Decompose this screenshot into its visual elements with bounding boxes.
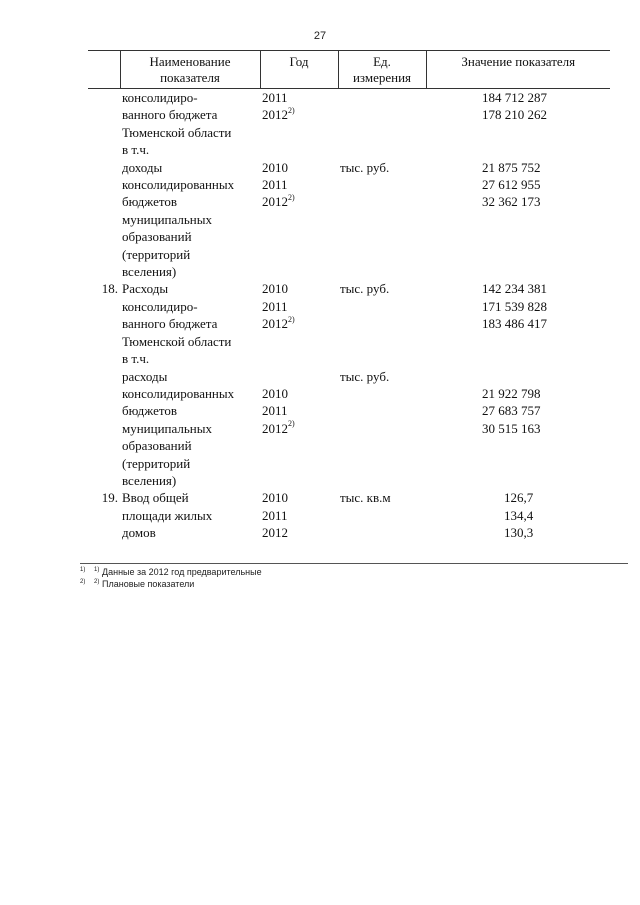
year-cell: [260, 489, 338, 541]
indicator-value: 27 683 757: [482, 403, 541, 419]
indicator-name-line: консолидиро-: [122, 298, 198, 314]
footnote-item: [80, 578, 262, 590]
unit-cell: [338, 89, 426, 159]
year-value: 2012: [262, 194, 288, 210]
footnote-mark: 2): [80, 579, 86, 585]
footnote-rule: [80, 563, 628, 564]
footnotes: [80, 566, 262, 590]
indicator-value: 178 210 262: [482, 107, 547, 123]
indicator-name-line: Тюменской области: [122, 333, 232, 349]
table-row: [88, 368, 610, 490]
year-line: [262, 159, 336, 176]
year-value: 2010: [262, 159, 288, 175]
footnote-ref: 2): [288, 419, 295, 429]
table-row: [88, 159, 610, 281]
year-value: 2010: [262, 490, 288, 506]
footnote-mark: 2): [94, 579, 100, 585]
indicator-name-line: Расходы: [122, 281, 169, 297]
indicator-name-line: консолидиро-: [122, 90, 198, 105]
indicator-name: [120, 159, 260, 281]
footnote-ref: 2): [288, 106, 295, 116]
row-number: [88, 489, 120, 541]
year-cell: [260, 89, 338, 159]
indicator-name-line: бюджетов: [122, 403, 178, 419]
year-line: [262, 106, 336, 123]
year-line: [262, 298, 336, 315]
year-cell: [260, 159, 338, 281]
indicator-value: 30 515 163: [482, 420, 541, 436]
footnote-text: Плановые показатели: [102, 579, 195, 589]
indicator-name-line: бюджетов: [122, 194, 178, 210]
unit-value: тыс. руб.: [340, 368, 390, 384]
year-value: 2011: [262, 90, 288, 105]
indicator-value: 27 612 955: [482, 177, 541, 193]
indicator-name-line: в т.ч.: [122, 142, 150, 158]
indicator-value: 21 922 798: [482, 385, 541, 401]
indicator-name-line: образований: [122, 438, 192, 454]
row-number: [88, 280, 120, 367]
table-header-row: [88, 51, 610, 89]
indicator-name-line: консолидированных: [122, 177, 235, 193]
indicator-value: 184 712 287: [482, 90, 547, 105]
year-value: 2012: [262, 316, 288, 332]
year-value: 2012: [262, 107, 288, 123]
header-unit-line: измерения: [352, 70, 412, 85]
year-cell: [260, 368, 338, 490]
unit-cell: [338, 489, 426, 541]
year-line: [262, 193, 336, 210]
indicator-name-line: муниципальных: [122, 420, 213, 436]
footnote-ref: 2): [288, 314, 295, 324]
year-line: [262, 89, 336, 106]
year-value: 2011: [262, 298, 288, 314]
header-year-label: Год: [289, 54, 309, 69]
indicator-name-line: ванного бюджета: [122, 107, 218, 123]
indicator-name: [120, 489, 260, 541]
year-value: 2011: [262, 507, 288, 523]
year-value: 2012: [262, 420, 288, 436]
value-cell: [426, 368, 610, 490]
year-value: 2011: [262, 177, 288, 193]
table-body: [88, 89, 610, 542]
header-value: [426, 51, 610, 89]
header-name: [120, 51, 260, 89]
year-line: [262, 280, 336, 297]
indicator-name-line: доходы: [122, 159, 163, 175]
indicator-value: 183 486 417: [482, 316, 547, 332]
indicator-name: [120, 280, 260, 367]
table-row: [88, 89, 610, 159]
header-unit-line: Ед.: [373, 54, 391, 69]
indicator-value: 126,7: [504, 490, 534, 506]
year-line: [262, 507, 336, 524]
unit-value: тыс. руб.: [340, 159, 390, 175]
row-number: [88, 159, 120, 281]
year-cell: [260, 280, 338, 367]
value-cell: [426, 159, 610, 281]
year-value: 2011: [262, 403, 288, 419]
indicator-name-line: муниципальных: [122, 211, 213, 227]
row-number-text: 18.: [101, 281, 118, 297]
indicator-name-line: (территорий: [122, 246, 191, 262]
row-number: [88, 89, 120, 159]
value-cell: [426, 280, 610, 367]
indicator-name-line: вселения): [122, 472, 177, 488]
year-line: [262, 368, 336, 385]
indicator-name-line: в т.ч.: [122, 351, 150, 367]
indicator-value: 171 539 828: [482, 298, 547, 314]
header-name-line: Наименование: [149, 54, 231, 69]
indicator-name-line: вселения): [122, 264, 177, 280]
indicator-name: [120, 368, 260, 490]
indicator-value: 130,3: [504, 525, 534, 541]
year-line: [262, 420, 336, 437]
footnote-mark: 1): [80, 567, 86, 573]
indicator-value: 32 362 173: [482, 194, 541, 210]
value-cell: [426, 89, 610, 159]
indicator-name-line: домов: [122, 525, 156, 541]
year-line: [262, 524, 336, 541]
footnote-item: [80, 566, 262, 578]
footnote-mark: 1): [94, 567, 100, 573]
indicators-table: [88, 50, 610, 542]
header-unit: [338, 51, 426, 89]
indicator-name-line: площади жилых: [122, 507, 213, 523]
indicator-name-line: образований: [122, 229, 192, 245]
unit-value: тыс. кв.м: [340, 490, 391, 506]
indicator-name-line: (территорий: [122, 455, 191, 471]
footnote-ref: 2): [288, 193, 295, 203]
indicator-value: 21 875 752: [482, 159, 541, 175]
indicator-name-line: расходы: [122, 368, 168, 384]
row-number: [88, 368, 120, 490]
row-number-text: 19.: [101, 490, 118, 506]
page-number: 27: [313, 30, 327, 42]
footnote-text: Данные за 2012 год предварительные: [102, 567, 262, 577]
value-cell: [426, 489, 610, 541]
header-year: [260, 51, 338, 89]
year-line: [262, 489, 336, 506]
table-row: [88, 280, 610, 367]
indicator-name: [120, 89, 260, 159]
indicator-value: [482, 368, 608, 385]
header-value-label: Значение показателя: [461, 54, 576, 69]
year-value: 2010: [262, 385, 288, 401]
year-line: [262, 176, 336, 193]
header-name-line: показателя: [160, 70, 220, 85]
unit-cell: [338, 159, 426, 281]
indicator-name-line: ванного бюджета: [122, 316, 218, 332]
indicator-value: 142 234 381: [482, 281, 547, 297]
year-value: 2012: [262, 525, 288, 541]
year-value: 2010: [262, 281, 288, 297]
indicator-name-line: консолидированных: [122, 385, 235, 401]
year-line: [262, 385, 336, 402]
unit-value: тыс. руб.: [340, 281, 390, 297]
year-line: [262, 402, 336, 419]
indicator-name-line: Ввод общей: [122, 490, 189, 506]
indicator-value: 134,4: [504, 507, 534, 523]
year-line: [262, 315, 336, 332]
unit-cell: [338, 368, 426, 490]
header-num: [88, 51, 120, 89]
table-row: [88, 489, 610, 541]
unit-cell: [338, 280, 426, 367]
indicator-name-line: Тюменской области: [122, 124, 232, 140]
